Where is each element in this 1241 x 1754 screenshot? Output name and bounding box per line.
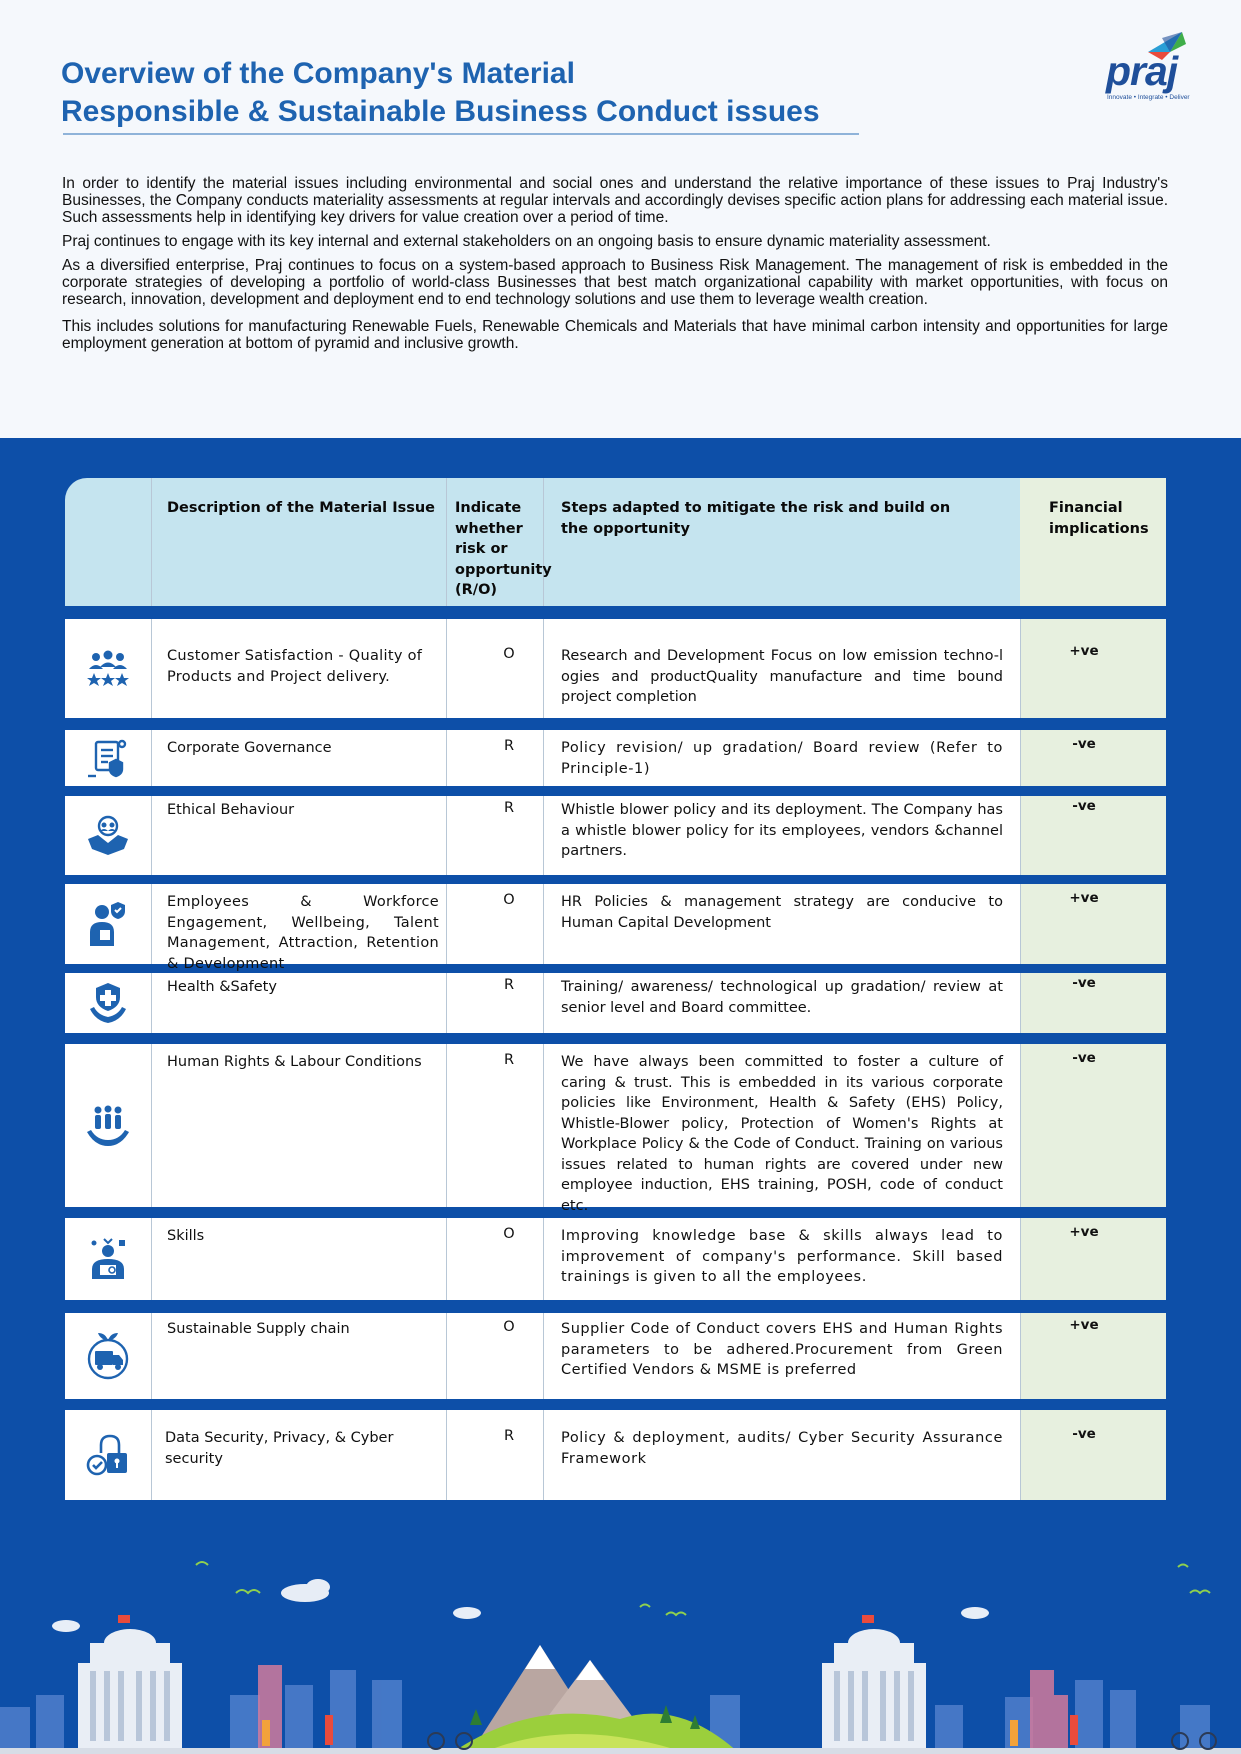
header-description: Description of the Material Issue: [167, 500, 436, 516]
table-row: [65, 1313, 1166, 1399]
supply-chain-icon: [65, 1313, 151, 1399]
description-cell: Customer Satisfaction - Quality of Products and Project delivery.: [167, 648, 423, 685]
table-row: [65, 1218, 1166, 1300]
human-rights-icon: [65, 1044, 151, 1207]
table-row: [65, 884, 1166, 972]
logo-wordmark: praj: [1106, 48, 1178, 94]
financial-cell: [1020, 1410, 1166, 1500]
steps-cell: Training/ awareness/ technological up gradation/ review at senior level and Board committee.: [561, 979, 1003, 1016]
intro-paragraph: Praj continues to engage with its key internal and external stakeholders on an ongoing basis to ensure dynamic materiality assessment.: [62, 233, 991, 250]
financial-value: -ve: [1072, 736, 1096, 752]
financial-cell: [1020, 1044, 1166, 1207]
ethics-icon: [65, 796, 151, 875]
risk-opportunity-cell: R: [503, 1428, 515, 1444]
table-row: [65, 619, 1166, 718]
steps-cell: HR Policies & management strategy are conducive to Human Capital Development: [561, 894, 1003, 931]
description-cell: Data Security, Privacy, & Cyber security: [165, 1430, 394, 1467]
steps-cell: Research and Development Focus on low emission techno-l ogies and productQuality manufacture and time bound project completion: [561, 648, 1003, 705]
risk-opportunity-cell: O: [503, 646, 515, 662]
city-landscape-illustration: [0, 1545, 1241, 1754]
customer-satisfaction-icon: [65, 619, 151, 718]
skills-icon: [65, 1218, 151, 1300]
header-risk-opportunity: Indicate whether risk or opportunity (R/O): [455, 500, 552, 598]
intro-text: [62, 175, 1168, 359]
governance-icon: [65, 730, 151, 786]
logo-tagline: Innovate • Integrate • Deliver: [1107, 94, 1190, 101]
risk-opportunity-cell: R: [503, 738, 515, 754]
financial-value: -ve: [1072, 1050, 1096, 1066]
header-divider: [446, 478, 447, 606]
intro-paragraph: This includes solutions for manufacturing Renewable Fuels, Renewable Chemicals and Materials that have minimal carbon intensity and opportunities for large employment generation at bottom of pyramid and inclusive growth.: [62, 318, 1168, 352]
steps-cell: Policy & deployment, audits/ Cyber Security Assurance Framework: [561, 1430, 1003, 1467]
risk-opportunity-cell: R: [503, 977, 515, 993]
table-row: [65, 796, 1166, 875]
cyber-security-icon: [65, 1410, 151, 1500]
intro-section: [0, 0, 1241, 438]
risk-opportunity-cell: R: [503, 1052, 515, 1068]
financial-value: +ve: [1069, 1224, 1099, 1240]
steps-cell: Policy revision/ up gradation/ Board review (Refer to Principle-1): [561, 740, 1003, 777]
description-cell: Skills: [167, 1228, 205, 1244]
intro-paragraph: In order to identify the material issues including environmental and social ones and understand the relative importance of these issues to Praj Industry's Businesses, the Company conducts materiality assessments at regular intervals and accordingly devises specific action plans for addressing each material issue. Such assessments help in identifying key drivers for value creation over a period of time.: [62, 175, 1168, 226]
steps-cell: Whistle blower policy and its deployment. The Company has a whistle blower policy for its employees, vendors &channel partners.: [561, 802, 1003, 859]
financial-value: -ve: [1072, 1426, 1096, 1442]
header-divider: [151, 478, 152, 606]
description-cell: Ethical Behaviour: [167, 802, 295, 818]
title-underline: [63, 133, 859, 135]
description-cell: Employees & Workforce Engagement, Wellbeing, Talent Management, Attraction, Retention & Development: [167, 894, 439, 972]
financial-value: +ve: [1069, 890, 1099, 906]
financial-value: -ve: [1072, 975, 1096, 991]
description-cell: Corporate Governance: [167, 740, 332, 756]
financial-cell: [1020, 619, 1166, 718]
risk-opportunity-cell: O: [503, 1319, 515, 1335]
financial-value: -ve: [1072, 798, 1096, 814]
table-row: [65, 1044, 1166, 1214]
table-header: [65, 478, 1166, 606]
workforce-icon: [65, 884, 151, 964]
description-cell: Human Rights & Labour Conditions: [167, 1054, 422, 1070]
steps-cell: Supplier Code of Conduct covers EHS and Human Rights parameters to be adhered.Procurement from Green Certified Vendors & MSME is preferred: [561, 1321, 1003, 1378]
table-row: [65, 730, 1166, 786]
financial-value: +ve: [1069, 643, 1099, 659]
table-row: [65, 1410, 1166, 1500]
page-title: [61, 55, 820, 131]
intro-paragraph: As a diversified enterprise, Praj continues to focus on a system-based approach to Business Risk Management. The management of risk is embedded in the corporate strategies of developing a portfolio of world-class Businesses that best match organizational capability with market opportunities, with focus on research, innovation, development and deployment end to end technology solutions and use them to leverage wealth creation.: [62, 257, 1168, 308]
page-title-line-2: Responsible & Sustainable Business Conduct issues: [61, 95, 820, 128]
risk-opportunity-cell: R: [503, 800, 515, 816]
table-row: [65, 973, 1166, 1033]
health-safety-icon: [65, 973, 151, 1033]
risk-opportunity-cell: O: [503, 1226, 515, 1242]
header-financial: Financial implications: [1049, 500, 1149, 537]
description-cell: Health &Safety: [167, 979, 277, 995]
steps-cell: Improving knowledge base & skills always lead to improvement of company's performance. Skill based trainings is given to all the employees.: [561, 1228, 1003, 1285]
header-steps: Steps adapted to mitigate the risk and build on the opportunity: [561, 500, 951, 537]
financial-value: +ve: [1069, 1317, 1099, 1333]
material-issues-table: [65, 478, 1166, 1467]
description-cell: Sustainable Supply chain: [167, 1321, 350, 1337]
risk-opportunity-cell: O: [503, 892, 515, 908]
praj-logo: [1106, 30, 1188, 105]
steps-cell: We have always been committed to foster a culture of caring & trust. This is embedded in its various corporate policies like Environment, Health & Safety (EHS) Policy, Whistle-Blower policy, Protection of Women's Rights at Workplace Policy & the Code of Conduct. Training on various issues related to human rights are covered under new employee induction, EHS training, POSH, code of conduct etc.: [561, 1054, 1003, 1214]
page-title-line-1: Overview of the Company's Material: [61, 57, 575, 90]
